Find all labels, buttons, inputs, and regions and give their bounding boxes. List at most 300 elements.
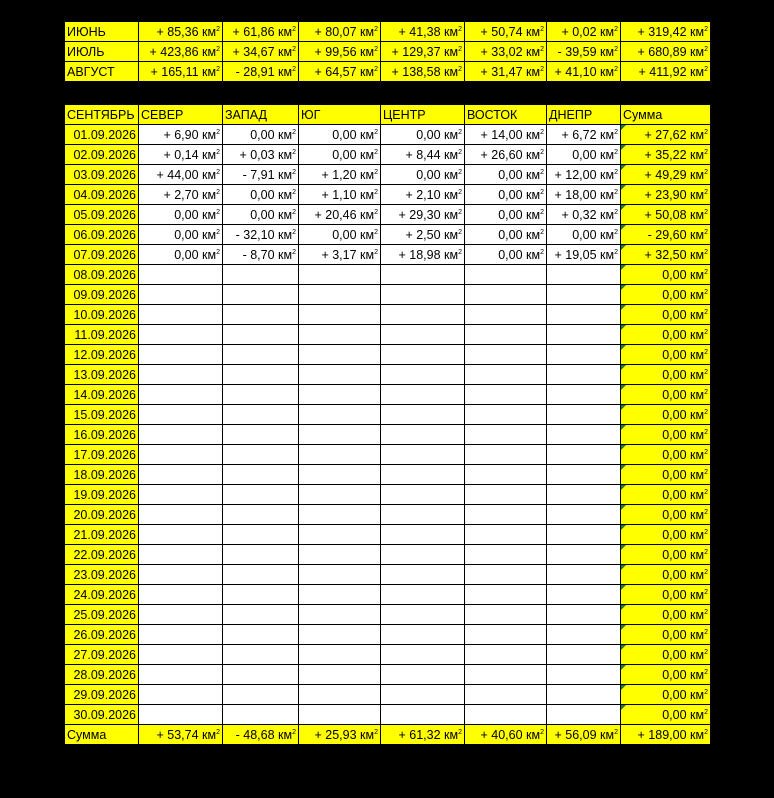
empty-cell[interactable] xyxy=(381,325,465,345)
value-cell[interactable] xyxy=(547,205,621,225)
value-cell[interactable] xyxy=(299,125,381,145)
empty-cell[interactable] xyxy=(547,565,621,585)
empty-cell[interactable] xyxy=(465,665,547,685)
date-cell[interactable] xyxy=(65,565,139,585)
date-cell[interactable] xyxy=(65,465,139,485)
value-cell-value: 0,00 xyxy=(174,247,199,262)
empty-cell[interactable] xyxy=(299,465,381,485)
date-cell[interactable] xyxy=(65,705,139,725)
empty-cell[interactable] xyxy=(139,365,223,385)
empty-cell[interactable] xyxy=(139,325,223,345)
empty-cell[interactable] xyxy=(547,485,621,505)
empty-cell[interactable] xyxy=(299,305,381,325)
unit-superscript: 2 xyxy=(292,45,296,53)
row-total-cell[interactable] xyxy=(621,485,711,505)
month-value-cell[interactable] xyxy=(547,22,621,42)
empty-cell[interactable] xyxy=(223,365,299,385)
month-value-cell[interactable] xyxy=(223,22,299,42)
value-cell[interactable] xyxy=(465,125,547,145)
month-value-cell[interactable] xyxy=(223,62,299,82)
empty-cell[interactable] xyxy=(299,385,381,405)
empty-cell[interactable] xyxy=(381,285,465,305)
row-total-cell[interactable] xyxy=(621,185,711,205)
empty-cell[interactable] xyxy=(139,545,223,565)
table-row xyxy=(65,685,711,705)
empty-cell[interactable] xyxy=(299,365,381,385)
value-cell[interactable] xyxy=(223,185,299,205)
empty-cell[interactable] xyxy=(381,485,465,505)
month-label-value: АВГУСТ xyxy=(67,64,115,79)
empty-cell[interactable] xyxy=(381,625,465,645)
empty-cell[interactable] xyxy=(547,685,621,705)
month-total-cell[interactable] xyxy=(621,62,711,82)
empty-cell[interactable] xyxy=(547,625,621,645)
empty-cell[interactable] xyxy=(465,305,547,325)
empty-cell[interactable] xyxy=(465,465,547,485)
row-total-cell[interactable] xyxy=(621,265,711,285)
empty-cell[interactable] xyxy=(381,685,465,705)
unit-label: км xyxy=(600,127,615,142)
empty-cell[interactable] xyxy=(139,465,223,485)
date-cell[interactable] xyxy=(65,365,139,385)
empty-cell[interactable] xyxy=(223,505,299,525)
empty-cell[interactable] xyxy=(139,425,223,445)
empty-cell[interactable] xyxy=(465,345,547,365)
value-cell[interactable] xyxy=(223,245,299,265)
empty-cell[interactable] xyxy=(139,625,223,645)
empty-cell[interactable] xyxy=(139,445,223,465)
header-month[interactable] xyxy=(65,105,139,125)
month-value-cell[interactable] xyxy=(299,42,381,62)
empty-cell[interactable] xyxy=(299,665,381,685)
row-total-cell[interactable] xyxy=(621,585,711,605)
month-value-cell[interactable] xyxy=(465,62,547,82)
row-total-cell[interactable] xyxy=(621,345,711,365)
row-total-cell[interactable] xyxy=(621,325,711,345)
value-cell[interactable] xyxy=(139,245,223,265)
unit-label: км xyxy=(278,227,293,242)
date-cell[interactable] xyxy=(65,545,139,565)
date-cell[interactable] xyxy=(65,405,139,425)
empty-cell[interactable] xyxy=(381,345,465,365)
row-total-cell[interactable] xyxy=(621,465,711,485)
empty-cell[interactable] xyxy=(139,645,223,665)
footer-value-cell[interactable] xyxy=(465,725,547,745)
empty-cell[interactable] xyxy=(223,485,299,505)
unit-label: км xyxy=(690,267,705,282)
row-total-cell[interactable] xyxy=(621,145,711,165)
value-cell[interactable] xyxy=(223,125,299,145)
empty-cell[interactable] xyxy=(547,705,621,725)
empty-cell[interactable] xyxy=(381,705,465,725)
date-cell[interactable] xyxy=(65,585,139,605)
empty-cell[interactable] xyxy=(223,345,299,365)
value-cell[interactable] xyxy=(381,165,465,185)
date-cell[interactable] xyxy=(65,145,139,165)
value-cell-value: 0,00 xyxy=(498,187,523,202)
empty-cell[interactable] xyxy=(223,465,299,485)
empty-cell[interactable] xyxy=(465,285,547,305)
value-cell-value: 0,00 xyxy=(250,207,275,222)
value-cell[interactable] xyxy=(465,185,547,205)
empty-cell[interactable] xyxy=(465,605,547,625)
empty-cell[interactable] xyxy=(381,505,465,525)
month-value-cell[interactable] xyxy=(381,62,465,82)
row-total-cell[interactable] xyxy=(621,285,711,305)
empty-cell[interactable] xyxy=(299,425,381,445)
value-cell[interactable] xyxy=(547,125,621,145)
value-cell[interactable] xyxy=(139,165,223,185)
empty-cell[interactable] xyxy=(465,685,547,705)
empty-cell[interactable] xyxy=(223,265,299,285)
unit-superscript: 2 xyxy=(216,45,220,53)
month-value-cell[interactable] xyxy=(139,62,223,82)
row-total-cell[interactable] xyxy=(621,225,711,245)
empty-cell[interactable] xyxy=(465,645,547,665)
month-value-cell[interactable] xyxy=(223,42,299,62)
date-cell[interactable] xyxy=(65,345,139,365)
column-header[interactable] xyxy=(465,105,547,125)
empty-cell[interactable] xyxy=(299,285,381,305)
empty-cell[interactable] xyxy=(465,505,547,525)
empty-cell[interactable] xyxy=(139,265,223,285)
month-value-cell[interactable] xyxy=(139,42,223,62)
empty-cell[interactable] xyxy=(547,365,621,385)
empty-cell[interactable] xyxy=(139,305,223,325)
empty-cell[interactable] xyxy=(139,405,223,425)
empty-cell[interactable] xyxy=(547,545,621,565)
empty-cell[interactable] xyxy=(465,485,547,505)
row-total-cell[interactable] xyxy=(621,685,711,705)
empty-cell[interactable] xyxy=(139,665,223,685)
month-value-cell[interactable] xyxy=(299,22,381,42)
column-header[interactable] xyxy=(139,105,223,125)
value-cell[interactable] xyxy=(139,205,223,225)
empty-cell[interactable] xyxy=(465,565,547,585)
row-total-cell[interactable] xyxy=(621,645,711,665)
empty-cell[interactable] xyxy=(547,305,621,325)
empty-cell[interactable] xyxy=(299,345,381,365)
empty-cell[interactable] xyxy=(547,405,621,425)
column-header-total[interactable] xyxy=(621,105,711,125)
empty-cell[interactable] xyxy=(299,445,381,465)
row-total-cell[interactable] xyxy=(621,385,711,405)
empty-cell[interactable] xyxy=(299,265,381,285)
month-value-cell[interactable] xyxy=(299,62,381,82)
value-cell[interactable] xyxy=(299,145,381,165)
empty-cell[interactable] xyxy=(381,665,465,685)
date-cell[interactable] xyxy=(65,685,139,705)
date-cell[interactable] xyxy=(65,525,139,545)
row-total-cell[interactable] xyxy=(621,605,711,625)
empty-cell[interactable] xyxy=(139,585,223,605)
empty-cell[interactable] xyxy=(547,465,621,485)
empty-cell[interactable] xyxy=(381,445,465,465)
value-cell[interactable] xyxy=(465,245,547,265)
date-cell[interactable] xyxy=(65,425,139,445)
empty-cell[interactable] xyxy=(547,385,621,405)
empty-cell[interactable] xyxy=(223,285,299,305)
empty-cell[interactable] xyxy=(299,585,381,605)
value-cell[interactable] xyxy=(223,225,299,245)
value-cell[interactable] xyxy=(547,165,621,185)
empty-cell[interactable] xyxy=(381,565,465,585)
row-total-cell[interactable] xyxy=(621,505,711,525)
date-cell[interactable] xyxy=(65,665,139,685)
empty-cell[interactable] xyxy=(465,705,547,725)
empty-cell[interactable] xyxy=(223,565,299,585)
empty-cell[interactable] xyxy=(299,325,381,345)
empty-cell[interactable] xyxy=(465,325,547,345)
footer-value-cell[interactable] xyxy=(223,725,299,745)
empty-cell[interactable] xyxy=(223,525,299,545)
empty-cell[interactable] xyxy=(381,465,465,485)
date-cell[interactable] xyxy=(65,385,139,405)
footer-value-cell[interactable] xyxy=(299,725,381,745)
empty-cell[interactable] xyxy=(223,405,299,425)
empty-cell[interactable] xyxy=(381,525,465,545)
empty-cell[interactable] xyxy=(381,585,465,605)
empty-cell[interactable] xyxy=(381,605,465,625)
value-cell[interactable] xyxy=(381,245,465,265)
empty-cell[interactable] xyxy=(547,345,621,365)
empty-cell[interactable] xyxy=(381,265,465,285)
month-value-cell[interactable] xyxy=(381,42,465,62)
date-cell[interactable] xyxy=(65,245,139,265)
value-cell[interactable] xyxy=(299,205,381,225)
month-value-cell[interactable] xyxy=(465,22,547,42)
value-cell[interactable] xyxy=(139,125,223,145)
empty-cell[interactable] xyxy=(465,385,547,405)
empty-cell[interactable] xyxy=(139,345,223,365)
date-cell[interactable] xyxy=(65,305,139,325)
empty-cell[interactable] xyxy=(299,405,381,425)
empty-cell[interactable] xyxy=(465,625,547,645)
unit-label: км xyxy=(690,427,705,442)
value-cell[interactable] xyxy=(381,185,465,205)
empty-cell[interactable] xyxy=(223,705,299,725)
date-cell[interactable] xyxy=(65,165,139,185)
month-label[interactable] xyxy=(65,62,139,82)
empty-cell[interactable] xyxy=(547,425,621,445)
empty-cell[interactable] xyxy=(139,485,223,505)
empty-cell[interactable] xyxy=(381,645,465,665)
empty-cell[interactable] xyxy=(223,685,299,705)
date-cell[interactable] xyxy=(65,325,139,345)
date-cell[interactable] xyxy=(65,205,139,225)
value-cell[interactable] xyxy=(223,145,299,165)
month-total-cell[interactable] xyxy=(621,22,711,42)
date-cell[interactable] xyxy=(65,225,139,245)
value-cell-value: 0,00 xyxy=(498,227,523,242)
date-cell[interactable] xyxy=(65,505,139,525)
row-total-cell[interactable] xyxy=(621,525,711,545)
empty-cell[interactable] xyxy=(299,685,381,705)
empty-cell[interactable] xyxy=(299,485,381,505)
month-value-cell[interactable] xyxy=(547,42,621,62)
row-total-cell[interactable] xyxy=(621,425,711,445)
empty-cell[interactable] xyxy=(547,285,621,305)
date-cell[interactable] xyxy=(65,265,139,285)
row-total-cell[interactable] xyxy=(621,545,711,565)
value-cell[interactable] xyxy=(465,165,547,185)
empty-cell[interactable] xyxy=(547,325,621,345)
month-value-cell[interactable] xyxy=(381,22,465,42)
empty-cell[interactable] xyxy=(465,425,547,445)
empty-cell[interactable] xyxy=(299,605,381,625)
empty-cell[interactable] xyxy=(547,585,621,605)
empty-cell[interactable] xyxy=(465,525,547,545)
value-cell[interactable] xyxy=(465,225,547,245)
value-cell[interactable] xyxy=(223,165,299,185)
value-cell[interactable] xyxy=(381,205,465,225)
empty-cell[interactable] xyxy=(223,445,299,465)
date-cell[interactable] xyxy=(65,625,139,645)
row-total-cell[interactable] xyxy=(621,125,711,145)
value-cell[interactable] xyxy=(547,185,621,205)
month-value-cell[interactable] xyxy=(465,42,547,62)
value-cell[interactable] xyxy=(547,245,621,265)
empty-cell[interactable] xyxy=(139,525,223,545)
empty-cell[interactable] xyxy=(223,545,299,565)
month-label[interactable] xyxy=(65,22,139,42)
empty-cell[interactable] xyxy=(465,265,547,285)
empty-cell[interactable] xyxy=(465,405,547,425)
row-total-cell[interactable] xyxy=(621,445,711,465)
footer-value-cell[interactable] xyxy=(381,725,465,745)
date-cell[interactable] xyxy=(65,445,139,465)
row-total-cell[interactable] xyxy=(621,625,711,645)
empty-cell[interactable] xyxy=(139,505,223,525)
value-cell[interactable] xyxy=(139,145,223,165)
value-cell-value: + 6,72 xyxy=(561,127,597,142)
row-total-cell[interactable] xyxy=(621,705,711,725)
empty-cell[interactable] xyxy=(381,365,465,385)
unit-superscript: 2 xyxy=(540,45,544,53)
empty-cell[interactable] xyxy=(139,605,223,625)
empty-cell[interactable] xyxy=(139,705,223,725)
empty-cell[interactable] xyxy=(299,705,381,725)
date-cell[interactable] xyxy=(65,605,139,625)
value-cell[interactable] xyxy=(547,225,621,245)
footer-value-cell[interactable] xyxy=(139,725,223,745)
empty-cell[interactable] xyxy=(299,625,381,645)
date-cell-value: 02.09.2026 xyxy=(73,147,136,162)
empty-cell[interactable] xyxy=(381,305,465,325)
empty-cell[interactable] xyxy=(465,445,547,465)
value-cell[interactable] xyxy=(299,245,381,265)
footer-total-cell[interactable] xyxy=(621,725,711,745)
empty-cell[interactable] xyxy=(465,365,547,385)
date-cell[interactable] xyxy=(65,285,139,305)
row-total-cell[interactable] xyxy=(621,305,711,325)
row-total-cell[interactable] xyxy=(621,245,711,265)
empty-cell[interactable] xyxy=(547,605,621,625)
value-cell[interactable] xyxy=(139,225,223,245)
row-total-cell[interactable] xyxy=(621,165,711,185)
row-total-cell[interactable] xyxy=(621,405,711,425)
empty-cell[interactable] xyxy=(223,585,299,605)
date-cell[interactable] xyxy=(65,125,139,145)
empty-cell[interactable] xyxy=(381,385,465,405)
row-total-cell[interactable] xyxy=(621,365,711,385)
value-cell[interactable] xyxy=(465,205,547,225)
empty-cell[interactable] xyxy=(223,645,299,665)
month-value-cell-value: + 129,37 xyxy=(391,44,441,59)
empty-cell[interactable] xyxy=(223,625,299,645)
value-cell[interactable] xyxy=(465,145,547,165)
empty-cell[interactable] xyxy=(547,525,621,545)
empty-cell[interactable] xyxy=(547,265,621,285)
empty-cell[interactable] xyxy=(299,565,381,585)
empty-cell[interactable] xyxy=(547,645,621,665)
empty-cell[interactable] xyxy=(223,605,299,625)
value-cell[interactable] xyxy=(299,225,381,245)
column-header[interactable] xyxy=(547,105,621,125)
row-total-cell[interactable] xyxy=(621,665,711,685)
row-total-cell[interactable] xyxy=(621,205,711,225)
column-header[interactable] xyxy=(223,105,299,125)
unit-superscript: 2 xyxy=(614,65,618,73)
empty-cell[interactable] xyxy=(139,285,223,305)
value-cell[interactable] xyxy=(299,165,381,185)
month-value-cell[interactable] xyxy=(547,62,621,82)
empty-cell[interactable] xyxy=(547,445,621,465)
empty-cell[interactable] xyxy=(299,545,381,565)
empty-cell[interactable] xyxy=(381,545,465,565)
date-cell[interactable] xyxy=(65,485,139,505)
empty-cell[interactable] xyxy=(381,405,465,425)
empty-cell[interactable] xyxy=(139,385,223,405)
empty-cell[interactable] xyxy=(465,545,547,565)
value-cell[interactable] xyxy=(299,185,381,205)
value-cell[interactable] xyxy=(547,145,621,165)
month-label[interactable] xyxy=(65,42,139,62)
value-cell[interactable] xyxy=(381,145,465,165)
date-cell[interactable] xyxy=(65,645,139,665)
empty-cell[interactable] xyxy=(223,385,299,405)
empty-cell[interactable] xyxy=(465,585,547,605)
value-cell[interactable] xyxy=(381,125,465,145)
footer-label[interactable] xyxy=(65,725,139,745)
empty-cell[interactable] xyxy=(223,425,299,445)
value-cell[interactable] xyxy=(223,205,299,225)
empty-cell[interactable] xyxy=(299,645,381,665)
empty-cell[interactable] xyxy=(299,505,381,525)
empty-cell[interactable] xyxy=(223,305,299,325)
value-cell[interactable] xyxy=(381,225,465,245)
value-cell[interactable] xyxy=(139,185,223,205)
month-total-cell[interactable] xyxy=(621,42,711,62)
empty-cell[interactable] xyxy=(223,325,299,345)
empty-cell[interactable] xyxy=(547,665,621,685)
empty-cell[interactable] xyxy=(547,505,621,525)
empty-cell[interactable] xyxy=(223,665,299,685)
column-header[interactable] xyxy=(381,105,465,125)
unit-superscript: 2 xyxy=(704,348,708,356)
footer-value-cell[interactable] xyxy=(547,725,621,745)
month-value-cell[interactable] xyxy=(139,22,223,42)
empty-cell[interactable] xyxy=(299,525,381,545)
date-cell[interactable] xyxy=(65,185,139,205)
empty-cell[interactable] xyxy=(139,565,223,585)
empty-cell[interactable] xyxy=(381,425,465,445)
empty-cell[interactable] xyxy=(139,685,223,705)
value-cell-value: + 1,10 xyxy=(321,187,357,202)
row-total-cell[interactable] xyxy=(621,565,711,585)
column-header[interactable] xyxy=(299,105,381,125)
unit-label: км xyxy=(690,327,705,342)
